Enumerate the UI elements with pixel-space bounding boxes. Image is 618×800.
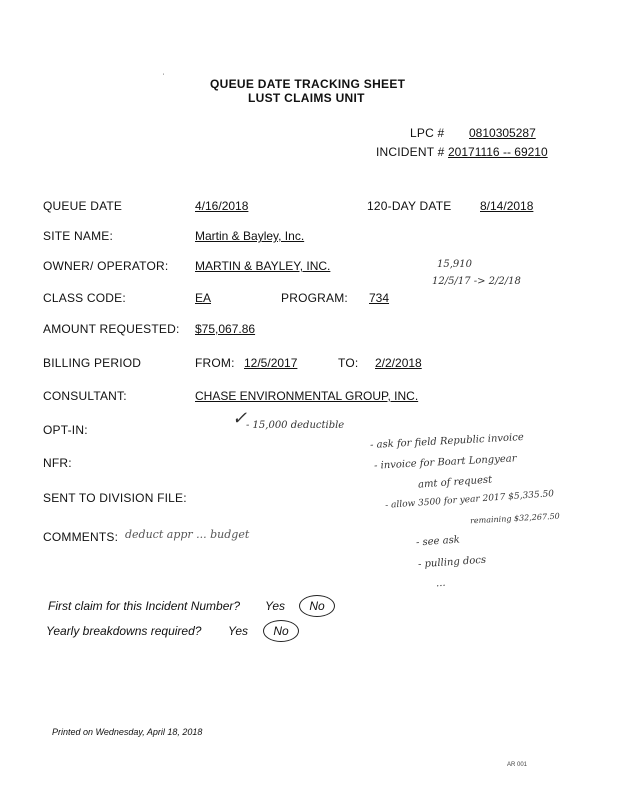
comments-label: COMMENTS: xyxy=(43,530,119,544)
queue-date-label: QUEUE DATE xyxy=(43,199,123,213)
first-claim-yes: Yes xyxy=(265,599,286,613)
program-label: PROGRAM: xyxy=(281,291,348,305)
sheet-subtitle: LUST CLAIMS UNIT xyxy=(248,91,365,105)
page-code: AR 001 xyxy=(507,762,528,768)
lpc-value: 0810305287 xyxy=(469,126,536,140)
first-claim-no-circled: No xyxy=(299,595,335,617)
scan-speck: ' xyxy=(163,74,165,80)
optin-check-mark: ✓ xyxy=(232,408,248,429)
incident-label: INCIDENT # xyxy=(376,145,445,159)
owner-handwritten-amount: 15,910 xyxy=(437,259,472,270)
billing-label: BILLING PERIOD xyxy=(43,356,142,370)
handwritten-note-1: - ask for field Republic invoice xyxy=(369,431,525,452)
billing-to-value: 2/2/2018 xyxy=(375,356,422,370)
amount-label: AMOUNT REQUESTED: xyxy=(43,322,180,336)
sent-to-division-label: SENT TO DIVISION FILE: xyxy=(43,491,187,505)
owner-handwritten-period: 12/5/17 -> 2/2/18 xyxy=(432,276,521,287)
handwritten-note-2: - invoice for Boart Longyear xyxy=(373,453,517,472)
owner-value: MARTIN & BAYLEY, INC. xyxy=(195,259,331,273)
day120-label: 120-DAY DATE xyxy=(367,199,452,213)
optin-label: OPT-IN: xyxy=(43,423,88,437)
billing-from-value: 12/5/2017 xyxy=(244,356,298,370)
program-value: 734 xyxy=(369,291,390,305)
first-claim-question: First claim for this Incident Number? xyxy=(48,599,241,613)
queue-date-value: 4/16/2018 xyxy=(195,199,249,213)
optin-handwritten-note: - 15,000 deductible xyxy=(246,420,345,431)
handwritten-note-3: amt of request xyxy=(417,474,493,491)
lpc-label: LPC # xyxy=(410,126,445,140)
yearly-breakdowns-no-circled: No xyxy=(263,620,299,642)
yearly-breakdowns-yes: Yes xyxy=(228,624,249,638)
yearly-breakdowns-question: Yearly breakdowns required? xyxy=(46,624,202,638)
class-code-label: CLASS CODE: xyxy=(43,291,126,305)
site-name-value: Martin & Bayley, Inc. xyxy=(195,229,305,243)
class-code-value: EA xyxy=(195,291,212,305)
comments-handwritten-note: deduct appr ... budget xyxy=(125,528,250,541)
handwritten-note-6: - see ask xyxy=(415,534,461,549)
site-name-label: SITE NAME: xyxy=(43,229,114,243)
amount-value: $75,067.86 xyxy=(195,322,256,336)
handwritten-note-5: remaining $32,267.50 xyxy=(469,511,560,526)
owner-label: OWNER/ OPERATOR: xyxy=(43,259,169,273)
billing-from-label: FROM: xyxy=(195,356,235,370)
consultant-label: CONSULTANT: xyxy=(43,389,127,403)
sheet-title: QUEUE DATE TRACKING SHEET xyxy=(210,77,406,91)
handwritten-note-4: - allow 3500 for year 2017 $5,335.50 xyxy=(384,489,555,511)
handwritten-note-8: ... xyxy=(435,577,446,590)
handwritten-note-7: - pulling docs xyxy=(417,554,487,571)
consultant-value: CHASE ENVIRONMENTAL GROUP, INC. xyxy=(195,389,419,403)
printed-on-footer: Printed on Wednesday, April 18, 2018 xyxy=(52,727,203,737)
incident-value: 20171116 -- 69210 xyxy=(448,145,548,159)
nfr-label: NFR: xyxy=(43,456,72,470)
day120-value: 8/14/2018 xyxy=(480,199,534,213)
billing-to-label: TO: xyxy=(338,356,359,370)
